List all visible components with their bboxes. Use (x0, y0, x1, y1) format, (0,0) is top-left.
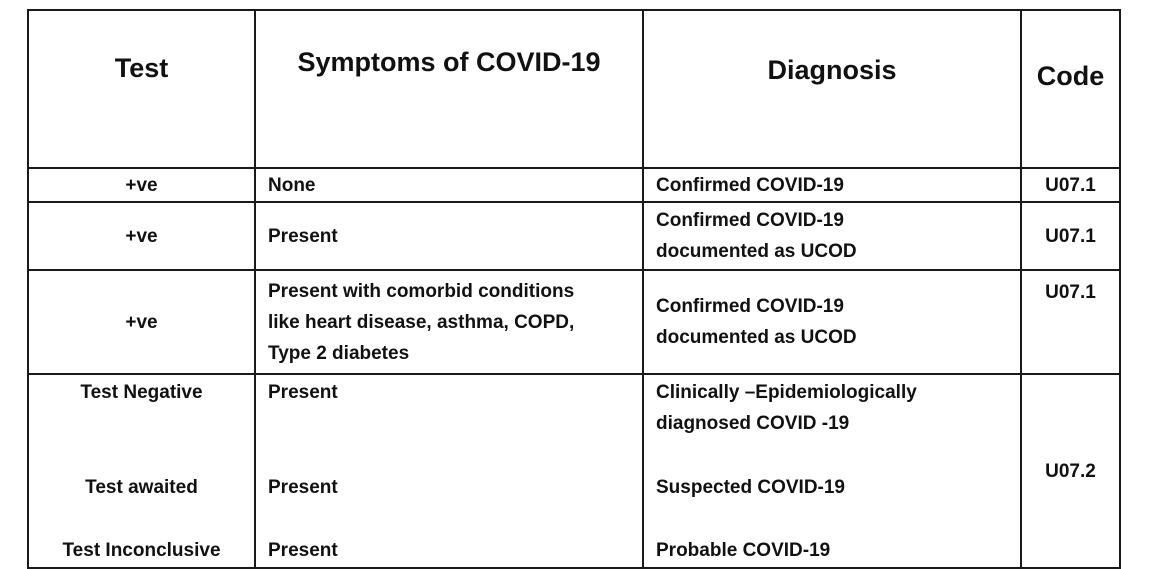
test-cell: +ve (28, 168, 255, 202)
table-row-group (28, 374, 1120, 568)
diagnosis-line: diagnosed COVID -19 (656, 413, 850, 434)
symptoms-cell: Present (268, 382, 338, 403)
code-cell: U07.1 (1021, 202, 1120, 270)
test-cell: Test Negative (80, 382, 203, 403)
code-cell: U07.1 (1021, 168, 1120, 202)
header-symptoms: Symptoms of COVID-19 (255, 10, 643, 168)
diagnosis-cell: Confirmed COVID-19 (643, 168, 1021, 202)
covid-code-table (27, 9, 1121, 569)
header-diagnosis: Diagnosis (643, 10, 1021, 168)
test-cell: +ve (28, 270, 255, 374)
symptoms-line: Present with comorbid conditions (268, 280, 575, 302)
diagnosis-line: Confirmed COVID-19 (656, 210, 844, 231)
diagnosis-line: documented as UCOD (656, 241, 857, 262)
symptoms-line: Type 2 diabetes (268, 342, 410, 364)
code-cell: U07.1 (1021, 270, 1120, 374)
test-group-cell (28, 374, 255, 568)
symptoms-cell: Present (255, 202, 643, 270)
symptoms-group-cell (255, 374, 643, 568)
header-row (28, 10, 1120, 168)
header-code: Code (1021, 10, 1120, 168)
covid-code-table-container (27, 9, 1121, 569)
diagnosis-line: Confirmed COVID-19 (656, 296, 844, 317)
diagnosis-line: documented as UCOD (656, 327, 857, 348)
symptoms-cell: Present (268, 477, 338, 498)
diagnosis-cell (643, 202, 1021, 270)
diagnosis-line: Clinically –Epidemiologically (656, 382, 917, 403)
table-row (28, 270, 1120, 374)
diagnosis-cell: Suspected COVID-19 (656, 477, 845, 498)
diagnosis-group-cell (643, 374, 1021, 568)
header-test: Test (28, 10, 255, 168)
test-cell: +ve (28, 202, 255, 270)
test-cell: Test awaited (85, 477, 198, 498)
symptoms-cell: None (255, 168, 643, 202)
symptoms-cell (255, 270, 643, 374)
symptoms-line: like heart disease, asthma, COPD, (268, 311, 575, 333)
test-cell: Test Inconclusive (62, 540, 221, 561)
code-cell: U07.2 (1021, 374, 1120, 568)
diagnosis-cell (643, 270, 1021, 374)
table-row (28, 168, 1120, 202)
diagnosis-cell: Probable COVID-19 (656, 540, 831, 561)
table-row (28, 202, 1120, 270)
symptoms-cell: Present (268, 540, 338, 561)
